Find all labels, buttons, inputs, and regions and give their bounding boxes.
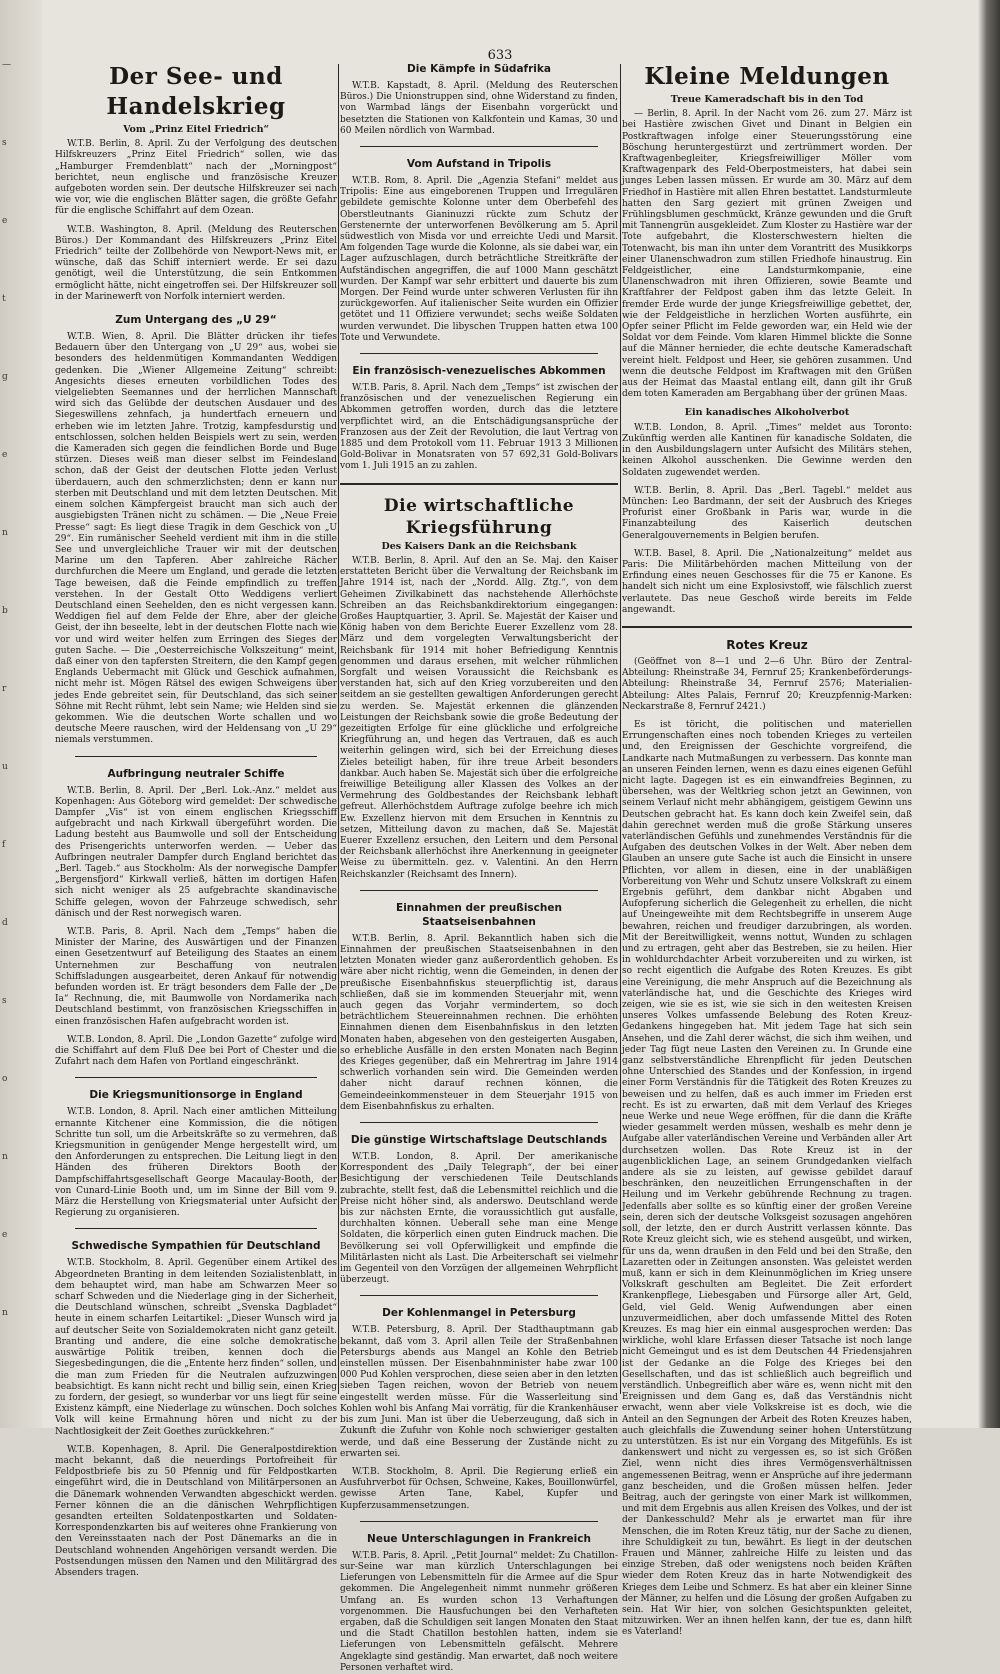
headline-venezuela: Ein französisch-venezuelisches Abkommen (352, 365, 606, 378)
article-paragraph: W.T.B. Stockholm, 8. April. Gegenüber einem Artikel des Abgeordneten Branting in dem leitenden Sozialistenblatt, in dem behauptet wird, man habe am Schwarzen Meer so scharf Schweden und die Niederlage ging in der Sicherheit, die Deutschland wünschen, schreibt „Svenska Dagbladet“ heute in einem scharfen Leitartikel: „Dieser Wunsch wird ja auf deutscher Seite von Sozialdemokraten nicht ganz geteilt. Branting und andere, die eine solche demokratische auswärtige Politik treiben, kennen doch die Siegesbedingungen, die die „Entente herz finden“ sollen, und die man zum Frieden für die Neutralen aufzuzwingen beabsichtigt. Es kann nicht recht und billig sein, einen Krieg zu fordern, der gesiegt, so wunderbar vor uns liegt für seine Existenz kämpft, eine Niederlage zu wünschen. Doch solches Volk will keine Ermahnung hören und nicht zu der Nachtlosigkeit der Zeit Goethes zurückkehren.“ (55, 1258, 337, 1437)
column-1 (55, 60, 337, 1578)
article-paragraph: W.T.B. London, 8. April. Der amerikanische Korrespondent des „Daily Telegraph“, der bei einer Besichtigung der verschiedenen Teile Deutschlands zubrachte, stellt fest, daß die Lebensmittel reichlich und die Preise nicht höher sind, als anderswo. Deutschland werde bis zur nächsten Ernte, die voraussichtlich gut ausfalle, durchhalten können. Ueberall sehe man eine Menge Soldaten, die körperlich einen guten Eindruck machen. Die Bevölkerung sei voll Opferwilligkeit und empfinde die Militärlasten nicht als Last. Die Arbeiterschaft sei vielmehr im Gegenteil von den Vorzügen der allgemeinen Wehrpflicht überzeugt. (340, 1152, 618, 1286)
article-paragraph: W.T.B. London, 8. April. Die „London Gazette“ zufolge wird die Schiffahrt auf dem Fluß Dee bei Port of Chester und die Zufahrt nach dem Hafen von Portland eingeschränkt. (55, 1034, 337, 1068)
binding-edge (0, 0, 42, 1428)
article-paragraph: W.T.B. Washington, 8. April. (Meldung des Reuterschen Büros.) Der Kommandant des Hilfskreuzers „Prinz Eitel Friedrich“ teilte der Zollbehörde von Newport-News mit, er wünsche, daß das Schiff interniert werde. Er sei dazu genötigt, weil die Unterstützung, die sein Entkommen ermöglicht hätte, nicht eingetroffen sei. Der Hilfskreuzer soll in der Marinewerft von Norfolk interniert werden. (55, 224, 337, 302)
headline-kohlenmangel: Der Kohlenmangel in Petersburg (382, 1307, 576, 1320)
article-paragraph: W.T.B. Paris, 8. April. „Petit Journal“ meldet: Zu Chatillon-sur-Seine war man kürzlich Unterschlagungen bei Lieferungen von Lebensmitteln für die Armee auf die Spur gekommen. Die Angelegenheit nimmt nunmehr größeren Umfang an. Es wurden schon 13 Verhaftungen vorgenommen. Die Hausfuchungen bei den Verhafteten ergaben, daß die Schuldigen seit langen Monaten den Staat und die Stadt Chatillon bestohlen hatten, indem sie Lieferungen von Lebensmitteln gefälscht. Mehrere Angeklagte sind geständig. Man erwartet, daß noch weitere Personen verhaftet wird. (340, 1550, 618, 1673)
subheading-reichsbank: Des Kaisers Dank an die Reichsbank (381, 540, 577, 552)
article-paragraph: W.T.B. Rom, 8. April. Die „Agenzia Stefani“ meldet aus Tripolis: Eine aus eingeborenen Truppen und Irregulären gebildete gemischte Kolonne unter dem Oberbefehl des Oberstleutnants Gianinuzzi rückte zum Schutz der Gerstenernte der unterworfenen Bevölkerung am 5. April südwestlich von Misda vor und erreichte Uedi und Marsit. Am folgenden Tage wurde die Kolonne, als sie dabei war, ein Lager aufzuschlagen, durch beträchtliche Streitkräfte der Aufständischen angegriffen, die auf 1000 Mann geschätzt wurden. Der Kampf war sehr erbittert und dauerte bis zum Morgen. Der Feind wurde unter schweren Verlusten für ihn zurückgeworfen. Auf italienischer Seite wurden ein Offizier getötet und 11 Offiziere verwundet; sechs weiße Soldaten wurden verwundet. Die libyschen Truppen hatten etwa 100 Tote und Verwundete. (340, 176, 618, 343)
spine-fragment: d (2, 918, 8, 928)
column-2 (340, 60, 618, 1673)
subheading-prinz-eitel: Vom „Prinz Eitel Friedrich“ (123, 124, 269, 135)
headline-unterschlagungen: Neue Unterschlagungen in Frankreich (367, 1532, 591, 1545)
article-paragraph: W.T.B. Paris, 8. April. Nach dem „Temps“ ist zwischen der französischen und der venezuelischen Regierung ein Abkommen getroffen worden, durch das die letztere verpflichtet wird, an die Entschädigungsansprüche der Franzosen aus der Zeit der Revolution, die laut Vertrag von 1885 und dem Protokoll vom 11. Februar 1913 3 Millionen Gold-Bolivar in Monatsraten von 57 692,31 Gold-Bolivars vom 1. Juli 1915 an zu zahlen. (340, 383, 618, 472)
article-paragraph: W.T.B. Basel, 8. April. Die „Nationalzeitung“ meldet aus Paris: Die Militärbehörden machen Mitteilung von der Erfindung eines neuen Geschosses für die 75 er Kanone. Es handelt sich nicht um eine Explosivstoff, wie fälschlich zuerst verlautete. Das neue Geschoß wirde bereits im Felde angewandt. (622, 548, 912, 615)
spine-fragment: b (2, 606, 8, 616)
article-paragraph: W.T.B. Berlin, 8. April. Bekanntlich haben sich die Einnahmen der preußischen Staatseisenbahnen in den letzten Monaten wieder ganz außerordentlich gehoben. Es wäre aber nicht richtig, wenn die Gemeinden, in denen der preußische Eisenbahnfiskus steuerpflichtig ist, daraus schließen, daß sie im kommenden Steuerjahr mit, wenn auch gegen das Vorjahr vermindertem, so doch beträchtlichem Steuereinnahmen rechnen. Die erhöhten Einnahmen dienen dem Eisenbahnfiskus in den letzten Monaten haben, abgesehen von den gesteigerten Ausgaben, so erhebliche Ausfälle in den ersten Monaten nach Beginn des Krieges gegenüber, daß ein Mehrertrag im Jahre 1914 schwerlich vorhanden sein wird. Die Gemeinden werden daher nicht darauf rechnen können, die Gemeindeeinkommensteuer in dem Steuerjahr 1915 von dem Eisenbahnfiskus zu erhalten. (340, 933, 618, 1112)
article-paragraph: (Geöffnet von 8—1 und 2—6 Uhr. Büro der Zentral-Abteilung: Rheinstraße 34, Fernruf 25; Krankenbeförderungs-Abteilung: Rheinstraße 34, Fernruf 2576; Materialien-Abteilung: Altes Palais, Fernruf 20; Kreuzpfennig-Marken: Neckarstraße 8, Fernruf 2421.) (622, 656, 912, 712)
headline-tripolis: Vom Aufstand in Tripolis (406, 158, 552, 171)
spine-fragment: u (2, 762, 8, 772)
article-paragraph: W.T.B. Berlin, 8. April. Auf den an Se. Maj. den Kaiser erstatteten Bericht über die Verwaltung der Reichsbank im Jahre 1914 ist, nach der „Nordd. Allg. Ztg.“, von dem Geheimen Zivilkabinett das nachstehende Allerhöchste Schreiben an das Reichsbankdirektorium eingegangen: Großes Hauptquartier, 3. April. Se. Majestät der Kaiser und König haben von dem Berichte Euerer Exzellenz vom 28. März und dem vorgelegten Verwaltungsbericht der Reichsbank für 1914 mit hoher Befriedigung Kenntnis genommen und daraus ersehen, mit welcher rühmlichen Sorgfalt und weisen Voraussicht die Reichsbank es verstanden hat, sich auf den Krieg vorzubereiten und den seitdem an sie gestellten gewaltigen Anforderungen gerecht zu werden. Se. Majestät erkennen die glänzenden Leistungen der Reichsbank sowie die große Bedeutung der gezeitigten Erfolge für eine glückliche und erfolgreiche Kriegführung an, und hegen das Vertrauen, daß es auch weiterhin gelingen wird, sich bei der Erreichung dieses Zieles beteiligt haben, für ihre treue Arbeit besonders dankbar. Auch haben Se. Majestät sich über die erfolgreiche freiwillige Beteiligung aller Klassen des Volkes an der Vermehrung des Goldbestandes der Reichsbank lebhaft gefreut. Allerhöchstdem Auftrage zufolge beehre ich mich Ew. Exzellenz hiervon mit dem Ersuchen in Kenntnis zu setzen, Mitteilung davon zu machen, daß Se. Majestät Euerer Exzellenz ersuchen, den Leitern und dem Personal der Reichsbank allerhöchst ihre Anerkennung in geeigneter Weise zu übermitteln. gez. v. Valentini. An den Herrn Reichskanzler (Reichsamt des Innern). (340, 555, 618, 880)
article-paragraph: W.T.B. Petersburg, 8. April. Der Stadthauptmann gab bekannt, daß vom 3. April allen Teile der Straßenbahnen Petersburgs abends aus Mangel an Kohle den Betrieb einstellen müssen. Der Eisenbahnminister habe zwar 100 000 Pud Kohlen versprochen, diese seien aber in den letzten sieben Tagen reichen, wovon der Betrieb von neuem eingestellt werden müsse. Für die Wasserleitung sind Kohlen wohl bis Anfang Mai vorrätig, für die Krankenhäuser bis zum Juni. Man ist über die Ueberzeugung, daß sich in Zukunft die Zufuhr von Kohle noch schwieriger gestalten werde, und daß eine Besserung der Zustände nicht zu erwarten sei. (340, 1325, 618, 1459)
headline-staatseisenbahnen: Einnahmen der preußischen Staatseisenbahnen (396, 901, 562, 928)
article-paragraph: W.T.B. Stockholm, 8. April. Die Regierung erließ ein Ausfuhrverbot für Ochsen, Schweine, Kakes, Bouillonwürfel, gewisse Arten Tane, Kabel, Kupfer und Kupferzusammensetzungen. (340, 1466, 618, 1511)
headline-u29: Zum Untergang des „U 29“ (115, 314, 277, 327)
divider (360, 146, 598, 147)
column-3 (622, 60, 912, 1638)
headline-rotes-kreuz: Rotes Kreuz (726, 637, 808, 652)
article-paragraph: W.T.B. Berlin, 8. April. Das „Berl. Tagebl.“ meldet aus München: Leo Bardmann, der seit der Ausbruch des Krieges Profurist einer Großbank in Paris war, wurde in die Finanzabteilung des Kaiserlich deutschen Generalgouvernements in Belgien berufen. (622, 485, 912, 541)
subheading-kameradschaft: Treue Kameradschaft bis in den Tod (670, 94, 864, 105)
spine-fragment: e (2, 216, 8, 226)
spine-fragment: n (2, 1308, 8, 1318)
headline-kleine-meldungen: Kleine Meldungen (644, 63, 890, 90)
spine-fragment: e (2, 450, 8, 460)
spine-fragment: s (2, 138, 7, 148)
article-paragraph: W.T.B. Berlin, 8. April. Zu der Verfolgung des deutschen Hilfskreuzers „Prinz Eitel Friedrich“ sollen, wie das „Hamburger Fremdenblatt“ nach der „Morningpost“ berichtet, neun englische und französische Kreuzer aufgeboten worden sein. Der deutsche Hilfskreuzer sei nach wie vor, wie die englischen Blätter sagen, die größte Gefahr für die englische Schiffahrt auf dem Ozean. (55, 139, 337, 217)
divider (360, 353, 598, 354)
spine-fragment: f (2, 840, 6, 850)
divider (622, 626, 912, 628)
column-rule (338, 64, 339, 1394)
spine-fragment: — (2, 60, 11, 70)
headline-see-handelskrieg: Der See- und Handelskrieg (106, 63, 286, 120)
article-paragraph: W.T.B. London, 8. April. Nach einer amtlichen Mitteilung ernannte Kitchener eine Kommission, die die nötigen Schritte tun soll, um die Arbeitskräfte so zu vermehren, daß Kriegsmunition in genügender Menge hergestellt wird, um den Anforderungen zu entsprechen. Die Leitung liegt in den Händen des früheren Direktors Booth der Dampfschiffahrtsgesellschaft George Macaulay-Booth, der von Cunard-Linie Booth und, um im Sinne der Bill vom 9. März die Herstellung von Kriegsmaterial unter Aufsicht der Regierung zu organisieren. (55, 1107, 337, 1219)
page-number: 633 (487, 48, 513, 63)
article-paragraph: W.T.B. Kapstadt, 8. April. (Meldung des Reuterschen Büros.) Die Unionstruppen sind, ohne Widerstand zu finden, von Warmbad längs der Eisenbahn vorgerückt und besetzten die Stationen von Kalkfontein und Kamas, 30 und 60 Meilen nördlich von Warmbad. (340, 81, 618, 136)
headline-neutral-ships: Aufbringung neutraler Schiffe (107, 767, 285, 780)
headline-swedish: Schwedische Sympathien für Deutschland (71, 1240, 321, 1253)
divider (75, 1077, 317, 1078)
spine-fragment: s (2, 996, 7, 1006)
article-paragraph: W.T.B. London, 8. April. „Times“ meldet aus Toronto: Zukünftig werden alle Kantinen für kanadische Soldaten, die in den Ausbildungslagern unter Aufsicht des Militärs stehen, keinen Alkohol ausschenken. Die Gewinne werden den Soldaten zugewendet werden. (622, 422, 912, 478)
page-shadow-edge (978, 0, 1000, 1428)
spine-fragment: n (2, 528, 8, 538)
divider (75, 1228, 317, 1229)
spine-fragment: t (2, 294, 6, 304)
article-paragraph: W.T.B. Paris, 8. April. Nach dem „Temps“ haben die Minister der Marine, des Auswärtigen und der Finanzen einen Gesetzentwurf auf Beteiligung des Staates an einem Unternehmen zur Beschaffung von neutralen Schiffsladungen ausgearbeitet, deren Ankauf für notwendig befunden worden ist. Er trägt besonders dem Falle der „De Ia“ Rechnung, die, mit Baumwolle von Nordamerika nach Deutschland bestimmt, von französischen Kriegsschiffen in einen französischen Hafen aufgebracht worden ist. (55, 927, 337, 1027)
article-paragraph: — Berlin, 8. April. In der Nacht vom 26. zum 27. März ist bei Hastière zwischen Givet und Dinant in Belgien ein Postkraftwagen infolge einer Steuerungsstörung eine Böschung heruntergestürzt und zertrümmert worden. Der Kraftwagenbegleiter, Kriegsfreiwilliger Möller vom Kraftwagenpark des Feld-Oberpostmeisters, hat dabei sein junges Leben lassen müssen. Er wurde am 30. März auf dem Friedhof in Hastière mit allen Ehren bestattet. Landsturmleute hatten den Sarg geziert mit grünen Zweigen und Frühlingsblumen geschmückt, Kränze gewunden und die Gruft mit Tannengrün ausgekleidet. Zum Kloster zu Hastière war der Tote aufgebahrt, die Klosterschwestern hielten die Totenwacht, bis man ihn unter dem Vorantritt des Musikkorps einer Ulanenschwadron zum stillen Friedhofe hinaustrug. Ein Feldgeistlicher, eine Landsturmkompanie, eine Ulanenschwadron mit ihren Offizieren, sowie Beamte und Kraftfahrer der Feldpost gaben ihm das letzte Geleit. In fremder Erde wurde der junge Kriegsfreiwillige gebettet, der, wie der Feldgeistliche in herzlichen Worten ausführte, ein Opfer seiner Pflicht im Felde geworden war, ein Held wie der Soldat vor dem Feinde. Vom klaren Himmel blickte die Sonne auf die Männer hernieder, die echte deutsche Kameradschaft vereint hielt. Feldpost und Heer, sie gehören zusammen. Und wenn die deutsche Feldpost im Kraftwagen mit den Grüßen aus der Heimat das Maastal entlang eilt, dann gilt ihr Gruß dem toten Kameraden am Bergabhang über der grünen Maas. (622, 109, 912, 400)
divider (340, 483, 618, 485)
divider (360, 890, 598, 891)
headline-kriegsfuehrung: Die wirtschaftliche Kriegsführung (383, 495, 575, 538)
spine-fragment: r (2, 684, 7, 694)
article-paragraph: W.T.B. Berlin, 8. April. Der „Berl. Lok.-Anz.“ meldet aus Kopenhagen: Aus Göteborg wird gemeldet: Der schwedische Dampfer „Vis“ ist von einem englischen Kriegsschiff aufgebracht und nach Kirkwall übergeführt worden. Die Ladung besteht aus Baumwolle und soll der Entscheidung des Prisengerichts unterworfen werden. — Ueber das Aufbringen neutraler Dampfer durch England berichtet das „Berl. Tageb.“ aus Stockholm: Als der norwegische Dampfer „Bergensfjord“ Kirkwall verließ, hätten im dortigen Hafen sich nicht weniger als 25 aufgebrachte skandinavische Schiffe gelegen, wovon der Fahrzeuge schwedisch, sehr dänisch und der Rest norwegisch waren. (55, 785, 337, 919)
article-paragraph: Es ist töricht, die politischen und materiellen Errungenschaften eines noch tobenden Krieges zu verteilen und, den Ereignissen der Geschichte vorgreifend, die Landkarte nach Mutmaßungen zu verbessern. Das konnte man an unseren Feinden lernen, wenn es dazu eines eigenen Gefühl nicht lagte. Dagegen ist es ein einwandfreies Beginnen, zu übersehen, was der Weltkrieg schon jetzt an Gewinnen, von seinem Verlauf nicht mehr abhängigem, geistigem Gewinn uns Deutschen gebracht hat. Es kann doch kein Zweifel sein, daß dahin gerechnet werden muß die große Stärkung unseres vaterländischen Gefühls und zunehmendes Verständnis für die Aufgaben des deutschen Volkes in der Welt. Aber neben dem Glauben an unsere gute Sache ist auch die Einsicht in unsere Pflichten, vor allem in diesen, eine in der unabläßigen Vorbereitung von Wehr und Schutz unsere Volkskraft zu einem Ergebnis geführt, dem dankbar nicht Abgaben und Aufopferung sicherlich die Gelegenheit zu erhellen, die nicht auf Uneingeweihte mit dem Rechtsbegriffe in unserem Auge bewahren, reichen und freudiger darzubringen, als worden. Mit der Bereitwilligkeit, wenns nottut, Wunden zu schlagen und zu ertragen, geht aber das Bestreben, sie zu heilen. Hier in wohldurchdachter Arbeit vorzubereiten und zu wirken, ist so recht eigentlich die Aufgabe des Roten Kreuzes. Es gibt eine Vereinigung, die mehr Anspruch auf die Bezeichnung als vaterländische hat, und die Geschichte des Krieges wird zeigen, wie sie es ist, wie sie sich in den weitesten Kreisen unseres Volkes umfassende Belebung des Roten Kreuz-Gedankens hingegeben hat. Mit jedem Tage hat sich sein Ansehen, und die Zahl derer wächst, die sich ihm weihen, und jeder Tag fügt neue Lasten den Vereinen zu. In Grunde eine ganz selbstverständliche Ehrenpflicht für jeden Deutschen ohne Unterschied des Standes und der Konfession, in irgend einer Form Verständnis für die Tätigkeit des Roten Kreuzes zu beweisen und zu helfen, daß es auch immer im Frieden erst recht. Es ist zu erwarten, daß mit dem Verlauf des Krieges neue Werke und neue Wege eröffnen, für die dann die Kräfte wieder gesammelt werden müssen, weshalb es mehr denn je Aufgabe aller vaterländischen Vereine und Verbänden aller Art durchsetzen wollen. Das Rote Kreuz ist in der augenblicklichen Lage, an seinem Grundgedanken vielfach andere als sie zu leisten, auf gewisse gebildet darauf beschränken, den neuzeitlichen Errungenschaften in der Heilung und im Verkehr gebührende Rechnung zu tragen. Jedenfalls aber sollte es so künftig einer der großen Vereine sein, deren sich der deutsche Volksgeist sozusagen angehören soll, der letzte, den er durch Austritt verlassen könnte. Das Rote Kreuz gleicht sich, wie es stehend ausgeübt, und wirken, für uns da, wenn draußen in den Feld und bei den Straße, den Lazaretten oder in Zeitungen ansonsten. Was geleistet werden muß, kann er sich in dem Kleinunmöglichen im Krieg unsere Volkskraft geschulten am Begleitet. Die Zeit erfordert Krankenpflege, Liebesgaben und Fürsorge aller Art, Geld, Geld, viel Geld. Wenig Aufwendungen aber einen unzuvermeidlichen, aber doch umfassende Mittel des Roten Kreuzes. Es mag hier ein einmal ausgesprochen werden: Das wirkliche, wohl klare Erfassen dieser Tatsache ist noch lange nicht Gemeingut und es ist dem Deutschen 44 Friedensjahren ist der Gedanke an die Folge des Krieges bei den Gesellschaften, und das ist schließlich auch begreiflich und verständlich. Unbegreiflich aber wäre es, wenn nicht mit den Ereignissen und dem Gang es, daß das Verständnis nicht erwacht, wenn aber viele Volkskreise ist es doch, wie die Anteil an den Segnungen der Arbeit des Roten Kreuzes haben, auch gleichfalls die Zuwendung seiner hohen Unterstützung zu unterstützen. Es ist nur ein Vorgang des Mitgefühls. Es ist dankenswert und nicht zu vergessen es, so ist sich Größen Ziel, wenn nicht dies ihres Vermögensverhältnissen angemessenen Beitrag, wenn er Ansprüche auf ihre jedermann ganz bescheiden, und die Großen müssen helfen. Jeder Beitrag, auch der geringste von einer Mark ist willkommen, und mit dem Ergebnis aus allen Kreisen des Volkes, und der ist der Dankesschuld? Mehr als je erwartet man für ihre Menschen, die im Roten Kreuz tätig, nur der Sache zu dienen, ihre Schuldigkeit zu tun, bewährt. Es liegt in der deutschen Frauen und Männer, zahlreiche Hilfe zu leisten und das einzige Streben, daß oder wenigstens noch beiden Kräften wieder dem Roten Kreuz das in harte Notwendigkeit des Krieges dem Leibe und Schmerz. Es hat aber ein kleiner Sinne der Männer, zu helfen und die Lösung der großen Aufgaben zu sein. Hat Wir hier, von solchen Gesichtspunkten geleitet, mitzuwirken. Wer an ihnen helfen kann, der tue es, dann hilft es Vaterland! (622, 719, 912, 1638)
divider (360, 1521, 598, 1522)
divider (75, 756, 317, 757)
headline-wirtschaftslage: Die günstige Wirtschaftslage Deutschlands (350, 1134, 608, 1147)
column-rule (620, 64, 621, 1394)
divider (360, 1295, 598, 1296)
subheading-alkoholverbot: Ein kanadisches Alkoholverbot (684, 407, 850, 419)
headline-munition: Die Kriegsmunitionsorge in England (89, 1089, 303, 1102)
divider (360, 1122, 598, 1123)
article-paragraph: W.T.B. Kopenhagen, 8. April. Die Generalpostdirektion macht bekannt, daß die neuerdings Portofreiheit für Feldpostbriefe bis zu 50 Pfennig und für Feldpostkarten eingeführt wird, die in Deutschland von Militärpersonen an die Dänemark wohnenden Verwandten abgeschickt werden. Ferner können die an die dänischen Wehrpflichtigen gesandten erteilten Soldatenpostkarten und Soldaten-Korrespondenzkarten bis auf weiteres ohne Frankierung von den Vereinsstaaten nach der Post Dänemarks an die in Deutschland wohnenden Angehörigen versandt werden. Die Postsendungen müssen den Namen und den Militärgrad des Absenders tragen. (55, 1444, 337, 1578)
headline-suedafrika: Die Kämpfe in Südafrika (407, 63, 551, 75)
article-paragraph: W.T.B. Wien, 8. April. Die Blätter drücken ihr tiefes Bedauern über den Untergang von „U 29“ aus, wobei sie besonders des heldenmütigen Kommandanten Weddigen gedenken. Die „Wiener Allgemeine Zeitung“ schreibt: Angesichts dieses erneuten vorbildlichen Todes des vielgeliebten Seemannes und der herrlichen Mannschaft wird sich das Gelübde der deutschen Ausdauer und des Siegeswillens zehnfach, ja hundertfach erneuern und erheben wie im letzten Jahre. Trotzig, kampfesdurstig und entschlossen, solchen helden Beispiels wert zu sein, werden die Kameraden sich gegen die feindlichen Borde und Buge stürzen. Dieses weiß man dieser selbst im Feindesland schon, daß der Geist der deutschen Flotte jeden Verlust überdauern, auch den schmerzlichsten; denn er kann nur sterben mit Deutschland und mit dem letzten Deutschen. Mit einem solchen Kämpfergeist braucht man sich auch der ausgiebigsten Tränen nicht zu schämen. — Die „Neue Freie Presse“ sagt: Es liegt diese Tragik in dem Geschick von „U 29“. Ein rumänischer Seeheld verdient mit ihm in die stille See und unvergleichliche Trauer wir mit der deutschen Marine um den Tapferen. Aber zahlreiche Rächer durchfurchen die Meere um England, und gerade die letzten Tage beweisen, daß die Feinde empfindlich zu treffen verstehen. In der Gestalt Otto Weddigens verliert Deutschland einen Seehelden, den es nicht vergessen kann. Weddigen fiel auf dem Felde der Ehre, aber der gleiche Geist, der ihn beseelte, lebt in der deutschen Flotte nach wie vor und wird weiter helfen zum Erringen des Sieges der guten Sache. — Die „Oesterreichische Volkszeitung“ meint, daß einer von den tapfersten Streitern, die den Kampf gegen Englands Uebermacht mit Glück und Geschick aufnahmen, nicht mehr ist. Mögen Rätsel des ewigen Schweigens über jedes Ende gebreitet sein, für Deutschland, das sich seiner Söhne mit Recht rühmt, lebt sein Name; wie Helden sind sie gekommen. Wie die deutschen Worte schallen und wo deutsche Meere rauschen, wird der Heldensang von „U 29“ niemals verstummen. (55, 332, 337, 746)
spine-fragment: g (2, 372, 8, 382)
spine-fragment: o (2, 1074, 8, 1084)
spine-fragment: e (2, 1230, 8, 1240)
spine-fragment: n (2, 1152, 8, 1162)
